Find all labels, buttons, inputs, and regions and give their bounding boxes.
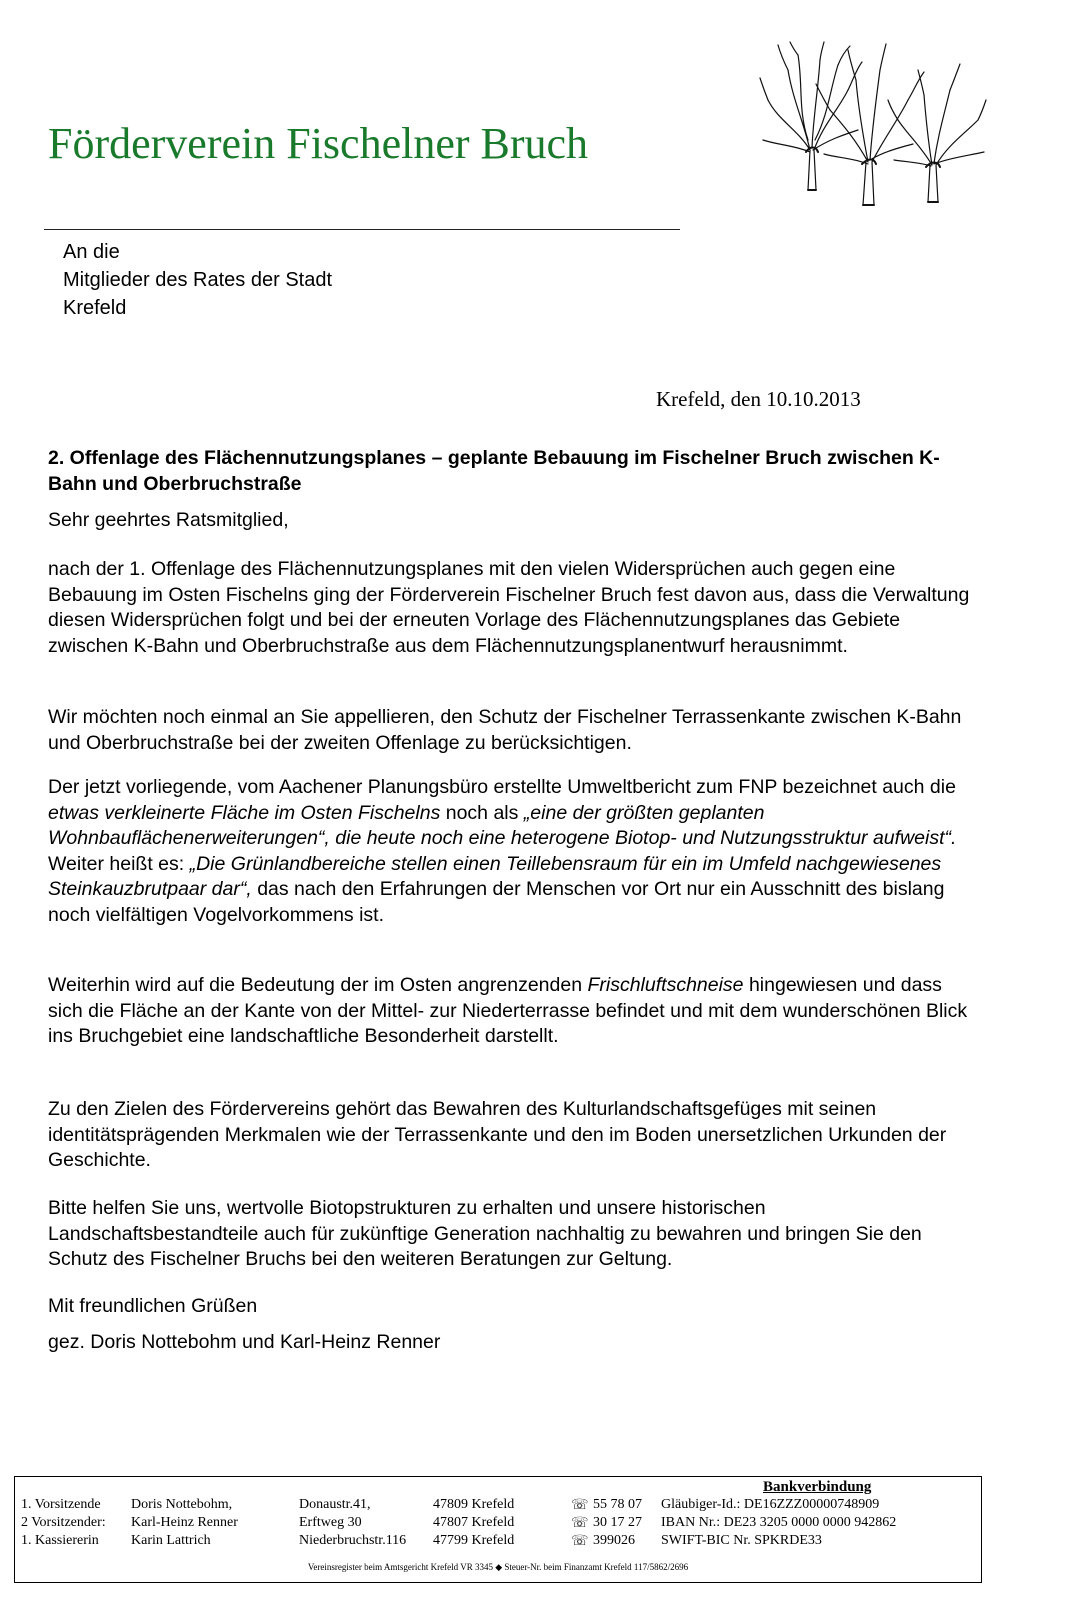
footer-city: 47807 Krefeld	[433, 1515, 515, 1530]
paragraph	[48, 973, 978, 1050]
letter-subject: 2. Offenlage des Flächennutzungsplanes – geplante Bebauung im Fischelner Bruch zwischen K-Bahn und Oberbruchstraße	[48, 447, 940, 495]
text-run: das nach den Erfahrungen der Menschen vor Ort nur ein Ausschnitt des bislang noch vielfältigen Vogelvorkommens ist.	[48, 878, 945, 926]
footer-role: 1. Vorsitzende	[21, 1497, 101, 1512]
letter-date: Krefeld, den 10.10.2013	[656, 387, 861, 411]
footer-name: Karl-Heinz Renner	[131, 1515, 238, 1530]
phone-icon: ☏	[571, 1498, 589, 1513]
footer-phone: 399026	[593, 1533, 635, 1548]
footer-city: 47799 Krefeld	[433, 1533, 515, 1548]
letterhead-footer	[14, 1476, 982, 1583]
paragraph	[48, 775, 978, 928]
phone-icon: ☏	[571, 1534, 589, 1549]
text-run: Weiter heißt es:	[48, 852, 190, 875]
footer-city: 47809 Krefeld	[433, 1497, 515, 1512]
footer-role: 2 Vorsitzender:	[21, 1515, 106, 1530]
emphasis: etwas verkleinerte Fläche im Osten Fischelns	[48, 801, 441, 824]
quotation: „Die Grünlandbereiche stellen einen Teillebensraum für ein im Umfeld nachgewiesenes Steinkauzbrutpaar dar“,	[48, 852, 942, 900]
footer-street: Niederbruchstr.116	[299, 1533, 407, 1548]
paragraph: nach der 1. Offenlage des Flächennutzungsplanes mit den vielen Widersprüchen auch gegen eine Bebauung im Osten Fischelns ging der Förderverein Fischelner Bruch fest davon aus, dass die Verwaltung diesen Widersprüchen folgt und bei der erneuten Vorlage des Flächennutzungsplanes das Gebiete zwischen K-Bahn und Oberbruchstraße aus dem Flächennutzungsplanentwurf herausnimmt.	[48, 558, 970, 657]
salutation: Sehr geehrtes Ratsmitglied,	[48, 509, 289, 531]
recipient-line: Mitglieder des Rates der Stadt	[63, 269, 333, 291]
header-divider	[44, 229, 680, 230]
phone-icon: ☏	[571, 1516, 589, 1531]
footer-bank: IBAN Nr.: DE23 3205 0000 0000 942862	[661, 1515, 897, 1530]
text-run: noch als	[440, 801, 524, 824]
text-run: Der jetzt vorliegende, vom Aachener Planungsbüro erstellte Umweltbericht zum FNP bezeichnet auch die	[48, 776, 956, 798]
footer-name: Karin Lattrich	[131, 1533, 211, 1548]
recipient-address	[63, 238, 332, 322]
footer-phone: 30 17 27	[593, 1515, 642, 1530]
recipient-line: An die	[63, 241, 120, 263]
footer-bank: Gläubiger-Id.: DE16ZZZ00000748909	[661, 1497, 880, 1512]
footer-name: Doris Nottebohm,	[131, 1497, 233, 1512]
paragraph: Wir möchten noch einmal an Sie appellieren, den Schutz der Fischelner Terrassenkante zwischen K-Bahn und Oberbruchstraße bei der zweiten Offenlage zu berücksichtigen.	[48, 706, 962, 754]
footer-street: Erftweg 30	[299, 1515, 362, 1530]
recipient-line: Krefeld	[63, 297, 127, 319]
organization-title: Förderverein Fischelner Bruch	[48, 119, 589, 168]
willow-trees-logo	[758, 40, 988, 208]
text-run: hingewiesen und dass sich die Fläche an der Kante von der Mittel- zur Niederterrasse befindet und mit dem wunderschönen Blick ins Bruchgebiet eine landschaftliche Besonderheit darstellt.	[48, 974, 968, 1047]
quotation: „eine der größten geplanten Wohnbauflächenerweiterungen“, die heute noch eine heterogene Biotop- und Nutzungsstruktur aufweist“.	[48, 801, 957, 849]
paragraph: Zu den Zielen des Fördervereins gehört das Bewahren des Kulturlandschaftsgefüges mit seinen identitätsprägenden Merkmalen wie der Terrassenkante und den im Boden unersetzlichen Urkunden der Geschichte.	[48, 1098, 947, 1171]
closing: Mit freundlichen Grüßen	[48, 1295, 258, 1317]
text-run: Weiterhin wird auf die Bedeutung der im Osten angrenzenden	[48, 974, 588, 996]
footer-street: Donaustr.41,	[299, 1497, 371, 1512]
register-info: Vereinsregister beim Amtsgericht Krefeld VR 3345 ◆ Steuer-Nr. beim Finanzamt Krefeld 117/5862/2696	[307, 1562, 689, 1572]
footer-phone: 55 78 07	[593, 1497, 642, 1512]
bank-heading: Bankverbindung	[763, 1479, 872, 1495]
signature: gez. Doris Nottebohm und Karl-Heinz Renner	[48, 1331, 441, 1353]
emphasis: Frischluftschneise	[587, 974, 744, 996]
footer-role: 1. Kassiererin	[21, 1533, 99, 1548]
footer-bank: SWIFT-BIC Nr. SPKRDE33	[661, 1533, 822, 1548]
paragraph: Bitte helfen Sie uns, wertvolle Biotopstrukturen zu erhalten und unsere historischen Landschaftsbestandteile auch für zukünftige Generation nachhaltig zu bewahren und bringen Sie den Schutz des Fischelner Bruchs bei den weiteren Beratungen zur Geltung.	[48, 1197, 922, 1270]
